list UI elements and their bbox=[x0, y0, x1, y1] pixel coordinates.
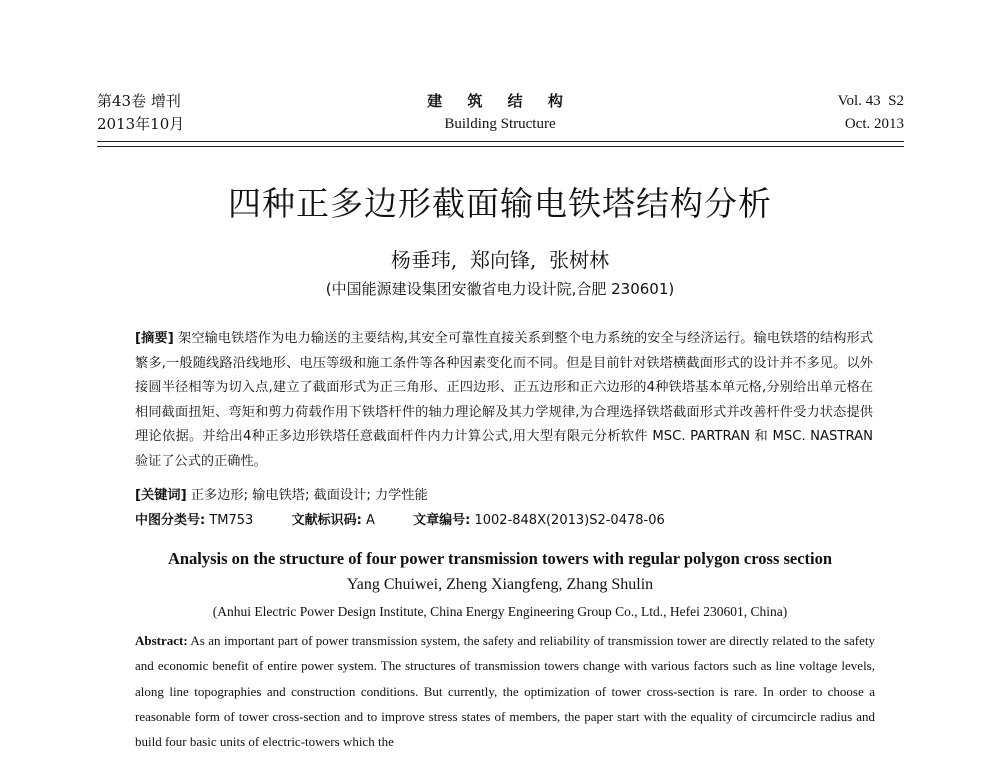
abstract-zh bbox=[135, 327, 873, 474]
doc-code-label: 文献标识码: bbox=[291, 513, 362, 528]
keywords-zh bbox=[135, 484, 428, 503]
keywords-zh-label: [关键词] bbox=[135, 488, 187, 503]
authors-zh: 杨垂玮, 郑向锋, 张树林 bbox=[390, 248, 610, 272]
clc-label: 中图分类号: bbox=[135, 513, 206, 528]
abstract-en bbox=[135, 628, 875, 754]
article-number-value: 1002-848X(2013)S2-0478-06 bbox=[474, 513, 665, 528]
abstract-zh-text: 架空输电铁塔作为电力输送的主要结构,其安全可靠性直接关系到整个电力系统的安全与经济运行。输电铁塔的结构形式繁多,一般随线路沿线地形、电压等级和施工条件等各种因素变化而不同。但是目前针对铁塔横截面形式的设计并不多见。以外接圆半径相等为切入点,建立了截面形式为正三角形、正四边形、正五边形和正六边形的4种铁塔基本单元格,分别给出单元格在相同截面扭矩、弯矩和剪力荷载作用下铁塔杆件的轴力理论解及其力学规律,为合理选择铁塔截面形式并改善杆件受力状态提供理论依据。并给出4种正多边形铁塔任意截面杆件内力计算公式,用大型有限元分析软件 MSC. PARTRAN 和 MSC. NASTRAN 验证了公式的正确性。 bbox=[135, 331, 874, 469]
classification-line bbox=[135, 509, 665, 528]
volume-zh: 第43卷 增刊 bbox=[97, 92, 181, 110]
affiliation-en: (Anhui Electric Power Design Institute, China Energy Engineering Group Co., Ltd., Hefei 230601, China) bbox=[212, 604, 788, 619]
header-right bbox=[838, 90, 904, 136]
doc-code-value: A bbox=[365, 513, 375, 528]
affiliation-zh: (中国能源建设集团安徽省电力设计院,合肥 230601) bbox=[325, 280, 675, 298]
abstract-en-label: Abstract: bbox=[135, 633, 188, 648]
journal-name-zh: 建 筑 结 构 bbox=[427, 92, 573, 110]
abstract-en-text: As an important part of power transmission system, the safety and reliability of transmission tower are directly related to the safety and economic benefit of entire power system. The structures of transmission towers change with various factors such as line voltage levels, along line topographies and construction conditions. But currently, the optimization of tower cross-section is rare. In order to choose a reasonable form of tower cross-section and to improve stress states of members, the paper start with the equality of circumcircle radius and build four basic units of electric-towers which the bbox=[135, 633, 875, 750]
header-rule-bottom bbox=[97, 146, 904, 147]
article-number-label: 文章编号: bbox=[413, 513, 471, 528]
paper-title-zh: 四种正多边形截面输电铁塔结构分析 bbox=[228, 184, 772, 223]
journal-name-en: Building Structure bbox=[444, 116, 556, 132]
date-zh: 2013年10月 bbox=[97, 115, 185, 133]
paper-title-en: Analysis on the structure of four power transmission towers with regular polygon cross section bbox=[167, 549, 833, 568]
date-en: Oct. 2013 bbox=[844, 116, 904, 132]
authors-en: Yang Chuiwei, Zheng Xiangfeng, Zhang Shulin bbox=[346, 576, 654, 593]
clc-value: TM753 bbox=[209, 513, 254, 528]
abstract-zh-label: [摘要] bbox=[135, 331, 174, 346]
keywords-zh-text: 正多边形; 输电铁塔; 截面设计; 力学性能 bbox=[190, 488, 428, 503]
volume-en: Vol. 43 S2 bbox=[837, 93, 904, 109]
header-rule-top bbox=[97, 141, 904, 142]
